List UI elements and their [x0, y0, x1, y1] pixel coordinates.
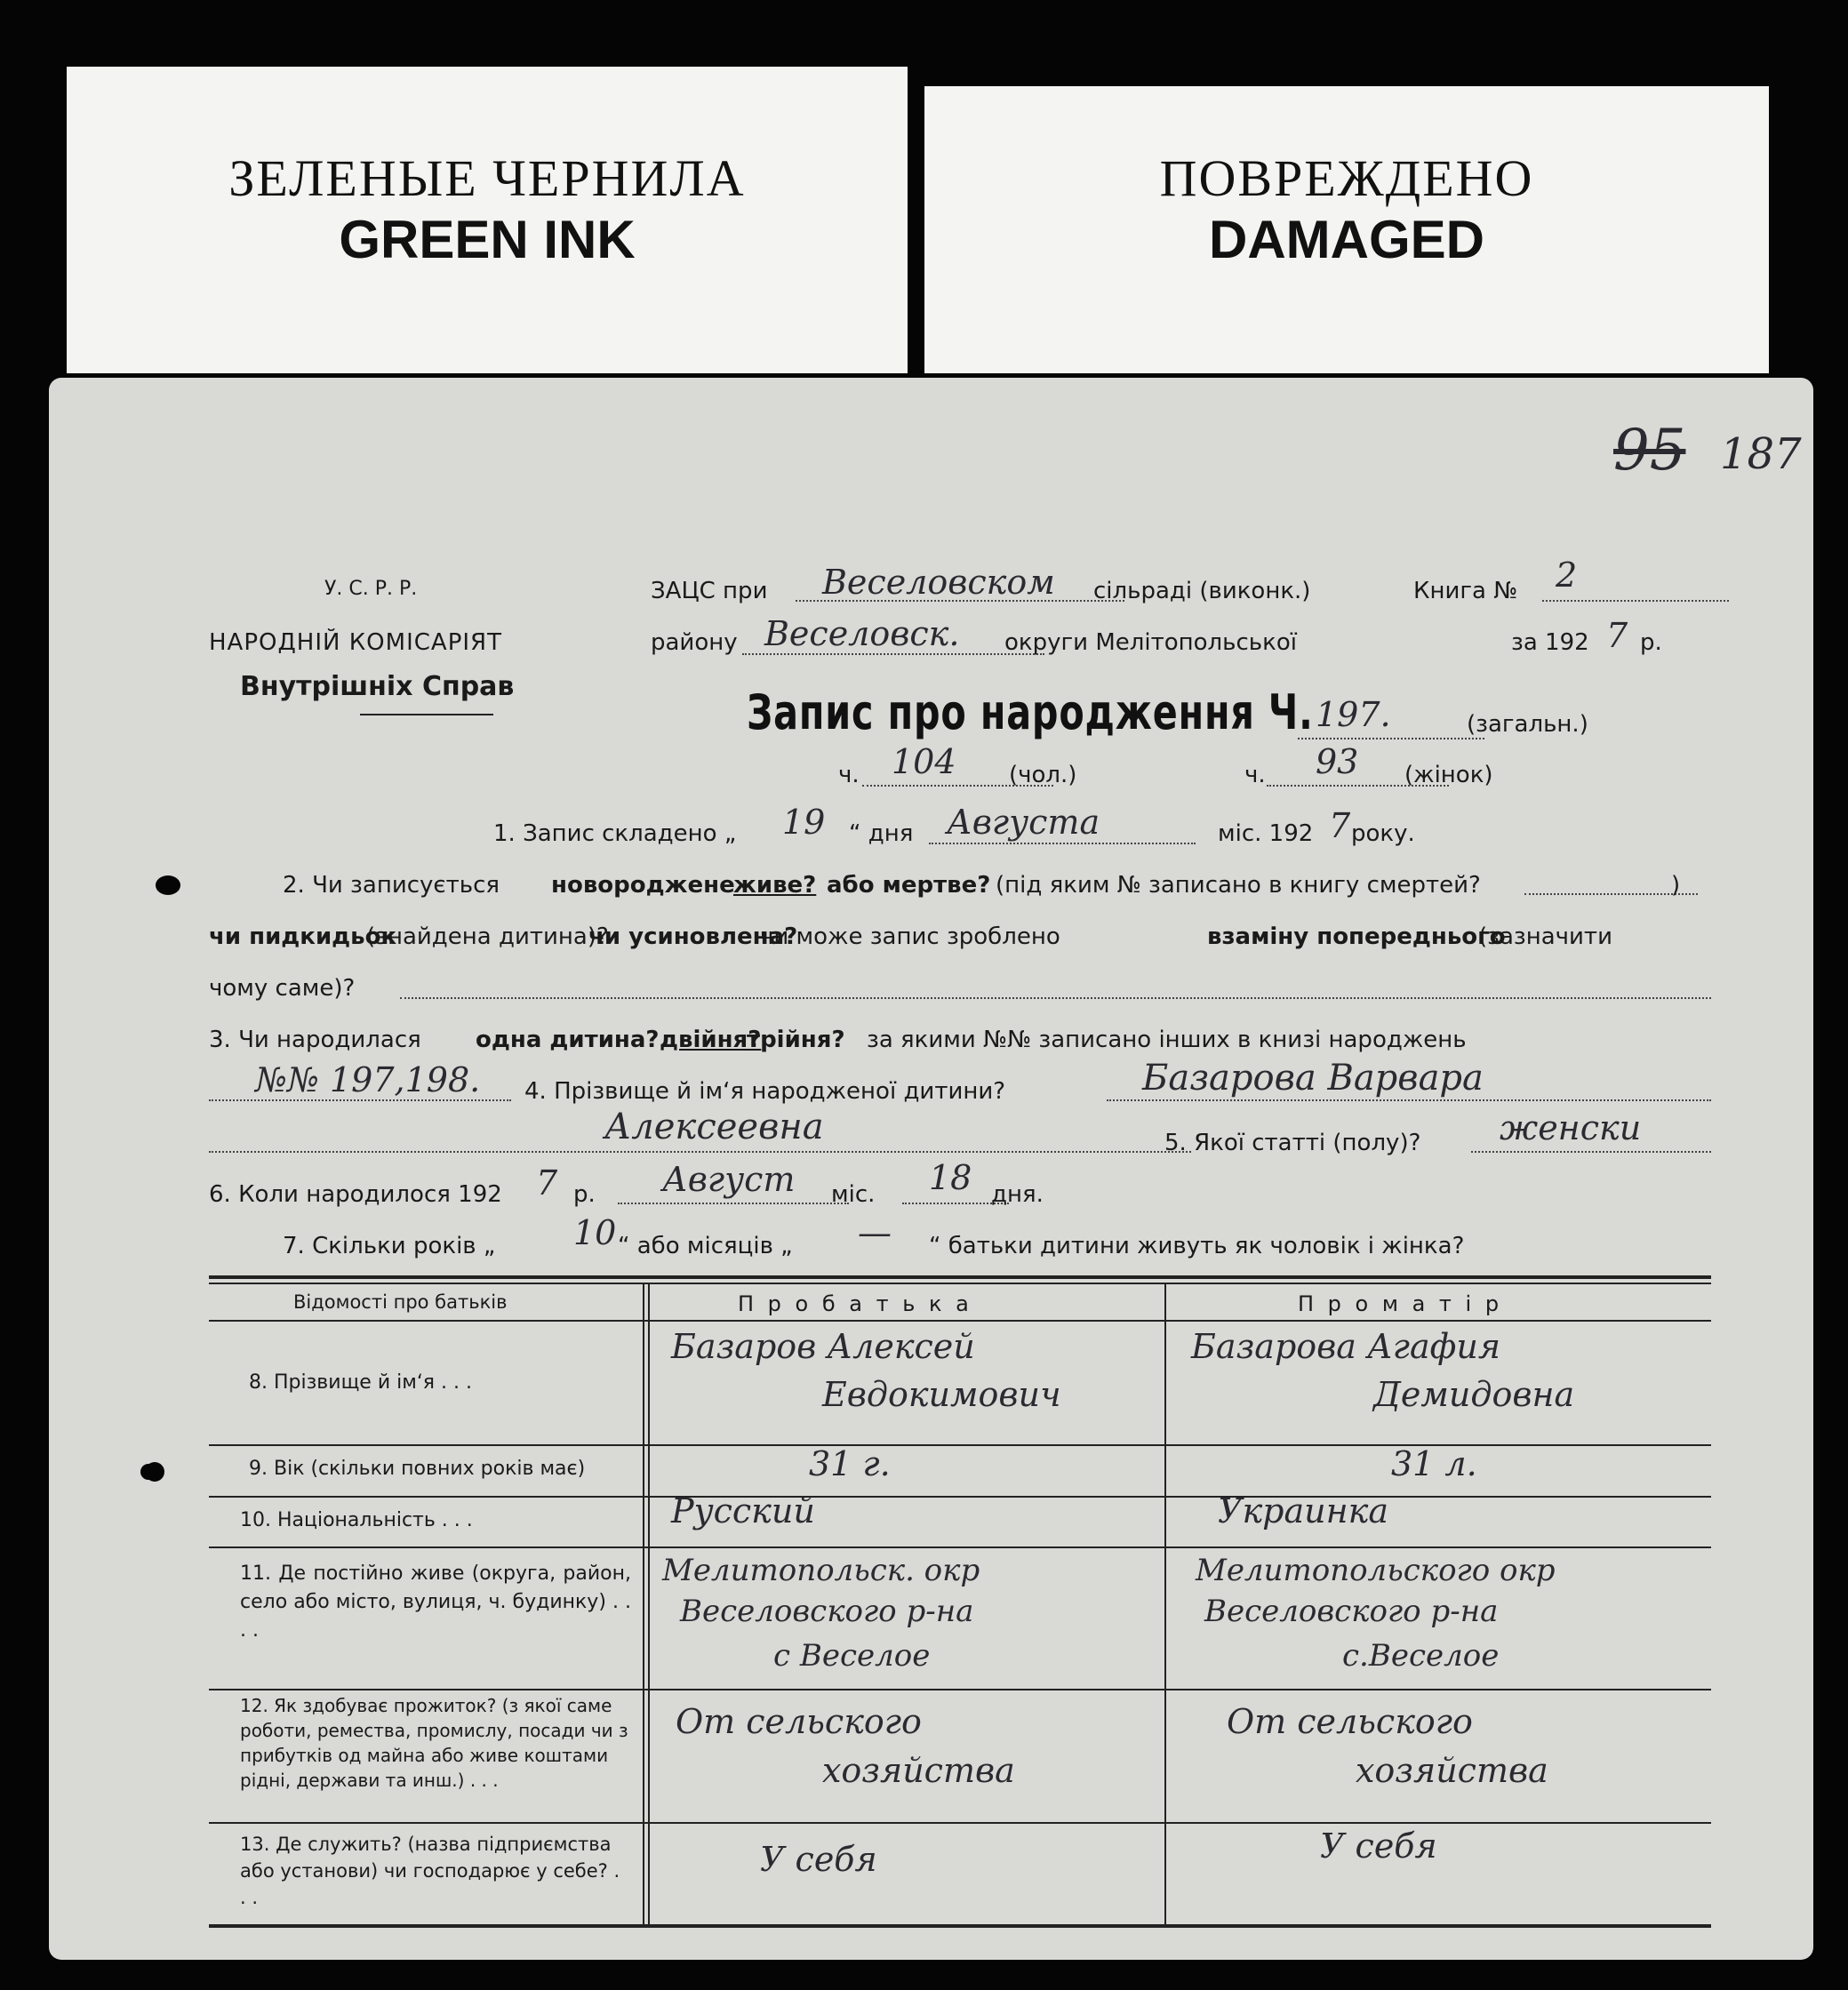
zags-value: Веселовском: [822, 563, 1055, 602]
punch-hole: [140, 1464, 156, 1480]
commissariat-heading: НАРОДНІЙ КОМІСАРІЯТ: [209, 629, 502, 656]
fill-line: [1298, 738, 1484, 739]
table-row-rule: [209, 1444, 1711, 1446]
q3-twins: двійня?: [660, 1027, 762, 1053]
father-name: Базаров Алексей: [671, 1327, 975, 1366]
female-prefix: ч.: [1244, 762, 1266, 788]
page-number-struck: 95: [1613, 418, 1686, 484]
father-residence-district: Веселовского р-на: [680, 1594, 974, 1629]
father-nationality: Русский: [671, 1491, 815, 1530]
q6-year-suffix: р.: [573, 1181, 596, 1208]
female-label: (жінок): [1404, 762, 1493, 788]
q2-adopted: чи усиновлена?: [588, 923, 798, 950]
father-employment: У себя: [760, 1840, 877, 1879]
row-label-employment: 13. Де служить? (назва підприємства або установи) чи господарює у себе? . . .: [240, 1834, 620, 1908]
q2-alive: живе?: [733, 872, 817, 899]
q7-months: —: [858, 1213, 892, 1252]
father-residence-okrug: Мелитопольск. окр: [662, 1553, 980, 1588]
q2-replacement-text: чи може запис зроблено: [760, 923, 1060, 950]
row-label-nationality: 10. Національність . . .: [240, 1509, 473, 1531]
table-row-rule: [209, 1822, 1711, 1824]
mother-residence-district: Веселовского р-на: [1204, 1594, 1499, 1629]
row-label-livelihood: 12. Як здобуває прожиток? (з якої саме роботи, ремества, промислу, посади чи з прибутків од майна або живе коштами рідні, держави та инш.) . . .: [240, 1695, 628, 1791]
mother-livelihood-1: От сельского: [1227, 1702, 1473, 1741]
q2-replacement: взаміну попереднього: [1207, 923, 1506, 950]
mother-residence-okrug: Мелитопольского окр: [1196, 1553, 1556, 1588]
fill-line: [209, 1151, 1191, 1153]
damaged-label-en: DAMAGED: [1209, 210, 1484, 269]
q7-months-label: “ або місяців „: [618, 1233, 793, 1259]
q4-text: 4. Прізвище й ім‘я народженої дитини?: [524, 1078, 1006, 1105]
q1-month: Августа: [947, 803, 1100, 842]
q2-death-book: (під яким № записано в книгу смертей?: [996, 872, 1481, 899]
q7-text: 7. Скільки років „: [283, 1233, 496, 1259]
green-ink-label-en: GREEN INK: [339, 210, 636, 269]
q7-cohabitation: “ батьки дитини живуть як чоловік і жінка?: [929, 1233, 1465, 1259]
row-label-age: 9. Вік (скільки повних років має): [249, 1458, 586, 1480]
okrug-label: округи Мелітопольської: [1004, 629, 1297, 656]
damaged-label: [924, 86, 1769, 373]
fill-line: [796, 600, 1124, 602]
table-top-rule: [209, 1275, 1711, 1279]
district-value: Веселовск.: [764, 614, 960, 653]
punch-hole: [156, 875, 180, 895]
fill-line: [929, 843, 1196, 844]
q2-text: 2. Чи записується: [283, 872, 500, 899]
table-row-rule: [209, 1689, 1711, 1690]
row-label-residence: 11. Де постійно живе (округа, район, село або місто, вулиця, ч. будинку) . . . .: [240, 1562, 631, 1642]
fill-line: [618, 1203, 849, 1204]
table-header-father: П р о б а т ь к а: [738, 1291, 972, 1316]
father-livelihood-2: хозяйства: [822, 1751, 1015, 1790]
total-number: 197.: [1316, 695, 1391, 734]
mother-nationality: Украинка: [1218, 1491, 1388, 1530]
q6-day: 18: [929, 1158, 972, 1197]
q5-sex: женски: [1500, 1108, 1642, 1147]
table-top-rule: [209, 1283, 1711, 1284]
table-column-divider: [648, 1283, 650, 1924]
usrr-heading: У. С. Р. Р.: [324, 578, 418, 600]
father-age: 31 г.: [809, 1444, 891, 1483]
fill-line: [1107, 1099, 1711, 1101]
q4-patronymic: Алексеевна: [604, 1107, 824, 1147]
q2-foundling: чи пидкидьок: [209, 923, 397, 950]
form-title: Запис про народження Ч.: [747, 684, 1314, 740]
table-header-rule: [209, 1320, 1711, 1322]
fill-line: [400, 997, 1711, 999]
q2-dead: або мертве?: [827, 872, 991, 899]
female-count: 93: [1316, 742, 1359, 781]
fill-line: [742, 653, 1044, 655]
birth-record-form: [49, 378, 1813, 1960]
father-patronymic: Евдокимович: [822, 1375, 1061, 1414]
q3-entry-numbers: №№ 197,198.: [255, 1060, 481, 1099]
zags-prefix: ЗАЦС при: [651, 578, 768, 604]
q3-single: одна дитина?: [476, 1027, 660, 1053]
q2-close: ): [1671, 872, 1681, 899]
q6-month: Август: [662, 1160, 796, 1199]
green-ink-label-ru: ЗЕЛЕНЫЕ ЧЕРНИЛА: [228, 149, 746, 207]
page-number: 187: [1720, 429, 1802, 479]
fill-line: [209, 1099, 511, 1101]
table-bottom-rule: [209, 1924, 1711, 1928]
zags-suffix: сільраді (виконк.): [1093, 578, 1311, 604]
table-header-info: Відомості про батьків: [293, 1291, 508, 1313]
q6-text: 6. Коли народилося 192: [209, 1181, 502, 1208]
fill-line: [1471, 1151, 1711, 1153]
father-residence-village: с Веселое: [773, 1638, 931, 1674]
q2-why: чому саме)?: [209, 975, 356, 1002]
q5-text: 5. Якої статті (полу)?: [1164, 1130, 1421, 1156]
book-value: 2: [1556, 555, 1578, 595]
male-count: 104: [892, 742, 956, 781]
table-column-divider: [1164, 1283, 1166, 1924]
table-row-rule: [209, 1496, 1711, 1498]
q4-surname: Базарова Варвара: [1142, 1058, 1484, 1099]
damaged-label-ru: ПОВРЕЖДЕНО: [1159, 149, 1534, 207]
male-label: (чол.): [1009, 762, 1077, 788]
q1-year-digit: 7: [1329, 806, 1351, 845]
fill-line: [1542, 600, 1729, 602]
q6-month-label: міс.: [831, 1181, 876, 1208]
q3-triplets: трійня?: [747, 1027, 845, 1053]
year-suffix: р.: [1640, 629, 1662, 656]
q3-other-entries: за якими №№ записано інших в книзі народжень: [867, 1027, 1467, 1053]
q7-years: 10: [573, 1213, 617, 1252]
q2-found-child: (знайдена дитина)?: [366, 923, 609, 950]
green-ink-label: [67, 67, 908, 373]
mother-age: 31 л.: [1391, 1444, 1477, 1483]
mother-livelihood-2: хозяйства: [1356, 1751, 1548, 1790]
district-prefix: району: [651, 629, 738, 656]
year-digit: 7: [1606, 616, 1628, 655]
mother-name: Базарова Агафия: [1191, 1327, 1501, 1366]
q6-day-label: дня.: [991, 1181, 1044, 1208]
q2-newborn: новороджене: [551, 872, 735, 899]
q1-day: 19: [782, 803, 826, 842]
mother-employment: У себя: [1320, 1826, 1437, 1866]
book-label: Книга №: [1413, 578, 1518, 604]
total-label: (загальн.): [1467, 711, 1588, 738]
internal-affairs-heading: Внутрішніх Справ: [240, 671, 515, 702]
q1-day-label: “ дня: [849, 820, 914, 847]
q2-specify: (зазначити: [1478, 923, 1612, 950]
table-row-rule: [209, 1546, 1711, 1548]
father-livelihood-1: От сельского: [676, 1702, 922, 1741]
q1-year-suffix: року.: [1351, 820, 1415, 847]
q1-text: 1. Запис складено „: [493, 820, 737, 847]
q1-year-label: міс. 192: [1218, 820, 1314, 847]
year-prefix: за 192: [1511, 629, 1589, 656]
row-label-name: 8. Прізвище й ім‘я . . .: [249, 1371, 473, 1394]
q6-year-digit: 7: [536, 1163, 558, 1203]
table-header-mother: П р о м а т і р: [1298, 1291, 1503, 1316]
male-prefix: ч.: [838, 762, 860, 788]
mother-patronymic: Демидовна: [1373, 1375, 1575, 1414]
divider: [360, 714, 493, 715]
q3-text: 3. Чи народилася: [209, 1027, 421, 1053]
table-column-divider: [643, 1283, 644, 1924]
mother-residence-village: с.Веселое: [1342, 1638, 1500, 1674]
